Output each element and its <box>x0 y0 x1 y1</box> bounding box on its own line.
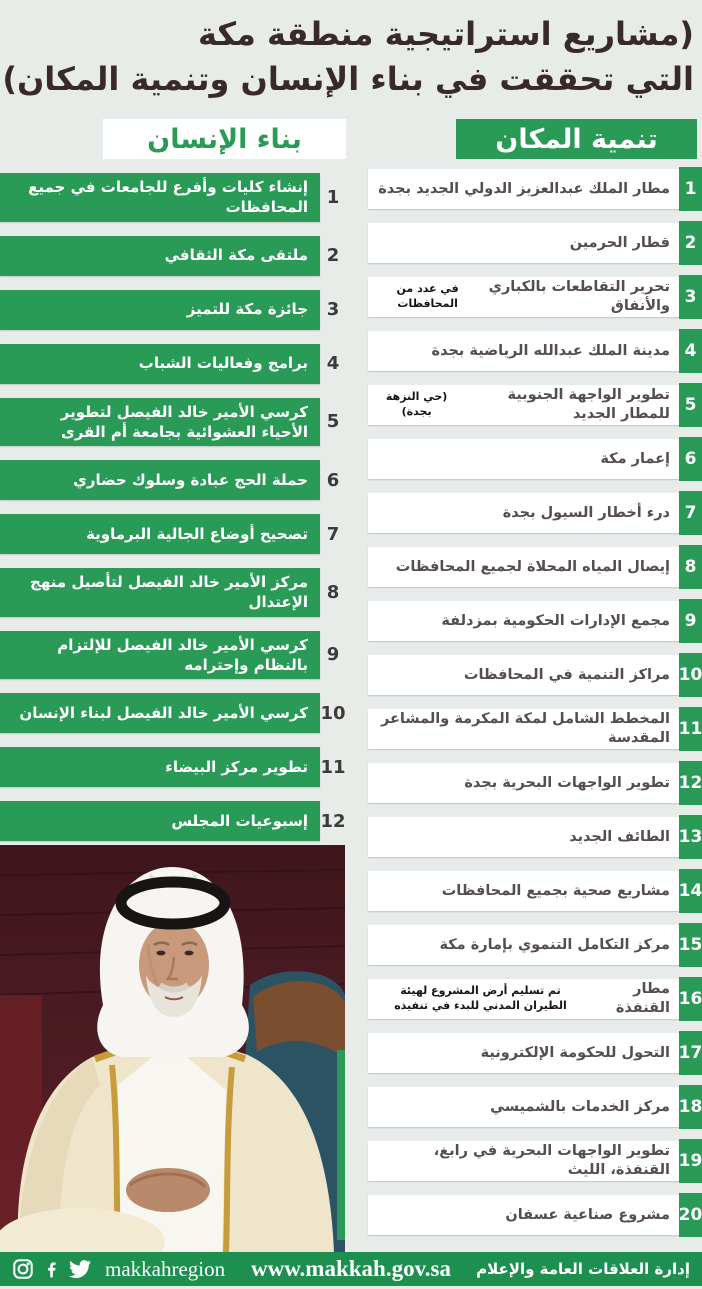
project-label: كرسي الأمير خالد الفيصل لتطوير الأحياء العشوائية بجامعة أم القرى <box>60 402 308 441</box>
place-project-row <box>352 707 702 751</box>
project-bar <box>368 709 679 749</box>
project-label: برامج وفعاليات الشباب <box>138 354 308 373</box>
project-bar <box>0 514 320 554</box>
portrait-illustration <box>0 845 345 1253</box>
project-number: 5 <box>326 411 340 433</box>
human-project-row <box>0 398 346 447</box>
place-project-row <box>352 869 702 913</box>
project-number-badge: 12 <box>679 761 702 805</box>
project-number-badge: 15 <box>679 923 702 967</box>
place-project-row <box>352 329 702 373</box>
human-project-row <box>0 344 346 384</box>
project-label: مطار القنفذة <box>615 981 670 1016</box>
website-url: www.makkah.gov.sa <box>250 1256 452 1281</box>
project-label: تصحيح أوضاع الجالية البرماوية <box>86 524 308 543</box>
project-number-badge: 6 <box>679 437 702 481</box>
place-projects-list <box>352 167 702 1237</box>
project-label: كرسي الأمير خالد الفيصل للإلتزام بالنظام وإحترامه <box>57 635 308 674</box>
project-number-badge: 2 <box>679 221 702 265</box>
poster-title <box>0 12 702 102</box>
project-bar <box>0 460 320 500</box>
project-number: 6 <box>326 469 340 491</box>
human-project-row <box>0 514 346 554</box>
project-label: إعمار مكة <box>600 450 670 467</box>
project-bar <box>368 547 679 587</box>
project-number-badge: 14 <box>679 869 702 913</box>
human-project-row <box>0 801 346 841</box>
project-label: مركز الخدمات بالشميسي <box>490 1098 670 1115</box>
project-label: مراكز التنمية في المحافظات <box>463 666 670 683</box>
project-label: مركز التكامل التنموي بإمارة مكة <box>439 936 670 953</box>
project-label: الطائف الجديد <box>569 828 670 845</box>
project-label: حملة الحج عبادة وسلوك حضاري <box>73 470 308 489</box>
social-icons <box>12 1257 225 1282</box>
project-bar <box>368 1141 679 1181</box>
facebook-icon <box>41 1258 61 1280</box>
prince-portrait-photo <box>0 845 345 1253</box>
project-label: جائزة مكة للتميز <box>186 300 308 319</box>
project-number-badge: 4 <box>679 329 702 373</box>
project-note: تم تسليم أرض المشروع لهيئة الطيران المدني للبدء في تنفيذه <box>394 984 567 1012</box>
project-number-badge: 19 <box>679 1139 702 1183</box>
project-bar <box>0 236 320 276</box>
title-line-2: التي تحققت في بناء الإنسان وتنمية المكان) <box>2 60 694 98</box>
project-bar <box>0 747 320 787</box>
place-project-row <box>352 815 702 859</box>
human-projects-list <box>0 173 346 841</box>
place-project-row <box>352 545 702 589</box>
project-label: إسبوعيات المجلس <box>171 811 308 830</box>
project-number-badge: 1 <box>679 167 702 211</box>
project-bar <box>0 173 320 222</box>
footer-bar <box>0 1252 702 1286</box>
project-number-badge: 8 <box>679 545 702 589</box>
project-label: التحول للحكومة الإلكترونية <box>480 1044 670 1061</box>
title-line-1: (مشاريع استراتيجية منطقة مكة <box>197 15 694 53</box>
project-bar <box>368 385 679 425</box>
project-label: تطوير الواجهات البحرية بجدة <box>464 774 670 791</box>
place-project-row <box>352 653 702 697</box>
place-project-row <box>352 923 702 967</box>
project-bar <box>368 277 679 317</box>
project-note: (حي النزهة بجدة) <box>385 390 448 418</box>
place-project-row <box>352 761 702 805</box>
project-bar <box>0 693 320 733</box>
project-bar <box>0 290 320 330</box>
project-number: 12 <box>320 810 346 832</box>
project-number: 1 <box>326 186 340 208</box>
project-label: تطوير مركز البيضاء <box>165 757 308 776</box>
project-number-badge: 20 <box>679 1193 702 1237</box>
project-bar <box>368 763 679 803</box>
project-bar <box>368 223 679 263</box>
place-project-row <box>352 1031 702 1075</box>
project-bar <box>368 331 679 371</box>
human-project-row <box>0 693 346 733</box>
project-bar <box>368 979 679 1019</box>
place-project-row <box>352 1085 702 1129</box>
project-label: مجمع الإدارات الحكومية بمزدلفة <box>441 612 670 629</box>
project-bar <box>0 398 320 447</box>
project-number-badge: 17 <box>679 1031 702 1075</box>
project-label: ملتقى مكة الثقافي <box>164 246 308 265</box>
project-number-badge: 16 <box>679 977 702 1021</box>
human-project-row <box>0 631 346 680</box>
project-bar <box>368 1033 679 1073</box>
project-number: 11 <box>320 756 346 778</box>
place-project-row <box>352 977 702 1021</box>
project-bar <box>368 925 679 965</box>
project-number-badge: 13 <box>679 815 702 859</box>
project-bar <box>368 1195 679 1235</box>
project-label: مدينة الملك عبدالله الرياضية بجدة <box>431 342 670 359</box>
place-project-row <box>352 1139 702 1183</box>
project-number: 8 <box>326 581 340 603</box>
project-note: في عدد من المحافظات <box>396 282 459 310</box>
place-project-row <box>352 221 702 265</box>
project-number-badge: 10 <box>679 653 702 697</box>
place-column-header: تنمية المكان <box>456 119 697 159</box>
project-number: 9 <box>326 644 340 666</box>
project-number: 2 <box>326 245 340 266</box>
social-handle: makkahregion <box>105 1256 226 1281</box>
instagram-icon <box>12 1258 34 1280</box>
project-bar <box>368 871 679 911</box>
project-bar <box>368 169 679 209</box>
project-bar <box>0 344 320 384</box>
project-bar <box>0 801 320 841</box>
project-number: 4 <box>326 353 340 374</box>
place-project-row <box>352 167 702 211</box>
project-bar <box>368 817 679 857</box>
project-label: المخطط الشامل لمكة المكرمة والمشاعر المقدسة <box>381 711 670 746</box>
project-label: درء أخطار السيول بجدة <box>502 504 670 521</box>
place-project-row <box>352 383 702 427</box>
project-label: مشروع صناعية عسفان <box>505 1206 670 1223</box>
human-project-row <box>0 460 346 500</box>
project-label: إيصال المياه المحلاة لجميع المحافظات <box>395 558 670 575</box>
place-project-row <box>352 437 702 481</box>
project-number-badge: 9 <box>679 599 702 643</box>
twitter-icon <box>68 1258 92 1280</box>
project-number-badge: 18 <box>679 1085 702 1129</box>
project-number-badge: 3 <box>679 275 702 319</box>
project-label: قطار الحرمين <box>569 234 670 251</box>
human-project-row <box>0 568 346 617</box>
place-project-row <box>352 275 702 319</box>
project-bar <box>368 439 679 479</box>
project-number: 10 <box>320 702 346 724</box>
project-number: 7 <box>326 523 340 545</box>
project-number-badge: 7 <box>679 491 702 535</box>
project-label: تطوير الواجهة الجنوبية للمطار الجديد <box>507 387 670 422</box>
project-label: مركز الأمير خالد الفيصل لتأصيل منهج الإعتدال <box>30 573 308 612</box>
department-name: إدارة العلاقات العامة والإعلام <box>476 1260 690 1278</box>
project-label: إنشاء كليات وأفرع للجامعات في جميع المحافظات <box>28 178 308 217</box>
human-project-row <box>0 173 346 222</box>
project-label: مطار الملك عبدالعزيز الدولي الجديد بجدة <box>378 180 670 197</box>
human-project-row <box>0 236 346 276</box>
human-project-row <box>0 747 346 787</box>
project-bar <box>0 568 320 617</box>
project-number-badge: 11 <box>679 707 702 751</box>
project-bar <box>368 493 679 533</box>
project-bar <box>368 1087 679 1127</box>
project-bar <box>368 601 679 641</box>
project-label: تحرير التقاطعات بالكباري والأنفاق <box>488 279 670 314</box>
project-label: مشاريع صحية بجميع المحافظات <box>441 882 670 899</box>
human-project-row <box>0 290 346 330</box>
project-label: تطوير الواجهات البحرية في رابغ، القنفذة، الليث <box>433 1143 670 1178</box>
project-label: كرسي الأمير خالد الفيصل لبناء الإنسان <box>19 703 308 722</box>
human-column-header: بناء الإنسان <box>103 119 346 159</box>
place-project-row <box>352 599 702 643</box>
project-number: 3 <box>326 299 340 320</box>
place-project-row <box>352 1193 702 1237</box>
project-number-badge: 5 <box>679 383 702 427</box>
place-project-row <box>352 491 702 535</box>
project-bar <box>0 631 320 680</box>
project-bar <box>368 655 679 695</box>
